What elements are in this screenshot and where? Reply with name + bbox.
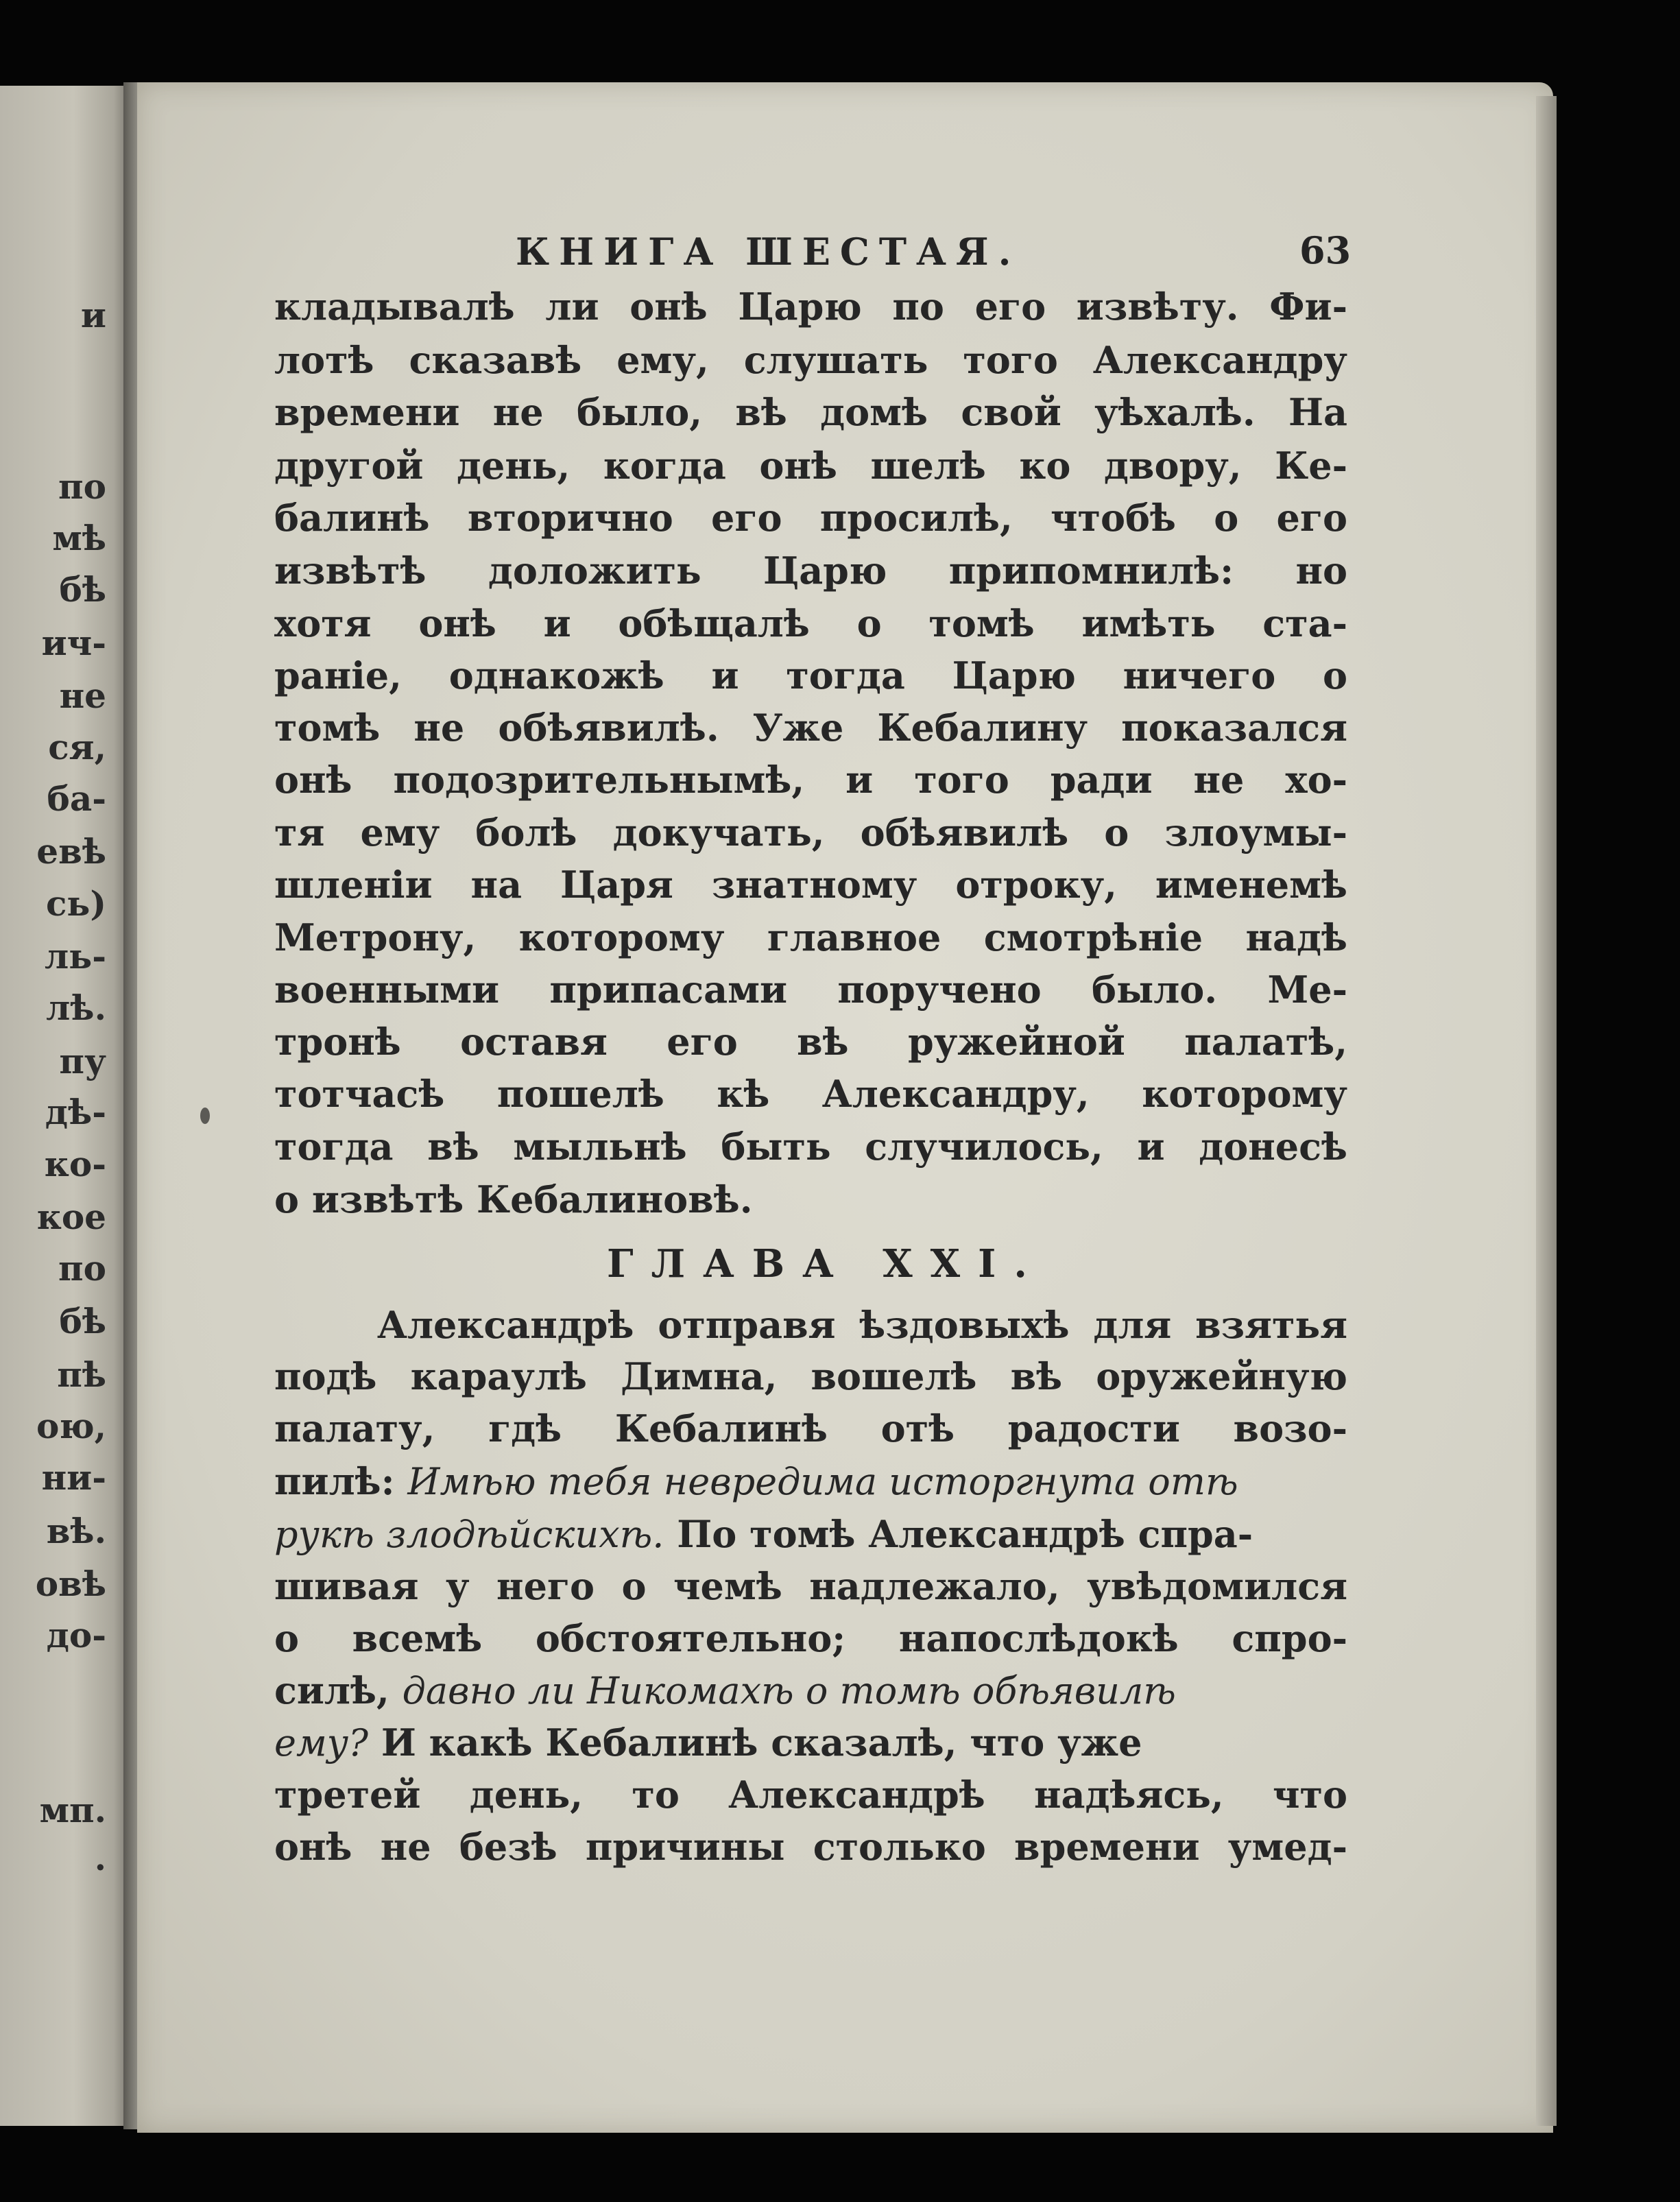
text-line: тотчасѣ пошелѣ кѣ Александру, которому bbox=[274, 1072, 1347, 1116]
left-page-text: овѣ bbox=[35, 1564, 106, 1604]
text-line: томѣ не обѣявилѣ. Уже Кебалину показался bbox=[274, 706, 1347, 750]
text-line: тя ему болѣ докучать, обѣявилѣ о злоумы- bbox=[274, 811, 1347, 854]
italic-question: давно ли Никомахѣ о томѣ обѣявилѣ bbox=[402, 1669, 1176, 1712]
left-page-text: ль- bbox=[45, 936, 106, 977]
text-line: кладывалѣ ли онѣ Царю по его извѣту. Фи- bbox=[274, 285, 1347, 328]
paper-speck bbox=[200, 1108, 210, 1124]
text-line: о извѣтѣ Кебалиновѣ. bbox=[274, 1177, 753, 1221]
text-line: балинѣ вторично его просилѣ, чтобѣ о его bbox=[274, 496, 1347, 540]
text-line bbox=[274, 1459, 1347, 1503]
italic-question: ему? bbox=[274, 1721, 369, 1764]
left-page-text: . bbox=[94, 1838, 106, 1878]
page-edge bbox=[1536, 96, 1557, 2126]
text-run: По томѣ Александрѣ спра- bbox=[677, 1512, 1253, 1556]
text-line bbox=[274, 1512, 1347, 1556]
text-line: времени не было, вѣ домѣ свой уѣхалѣ. На bbox=[274, 390, 1347, 434]
left-page-text: дѣ- bbox=[45, 1092, 106, 1132]
text-line: лотѣ сказавѣ ему, слушать того Александру bbox=[274, 338, 1347, 382]
text-line: другой день, когда онѣ шелѣ ко двору, Ке- bbox=[274, 444, 1347, 488]
left-page-text: ни- bbox=[41, 1457, 106, 1498]
left-page-text: ич- bbox=[41, 623, 106, 663]
text-run: пилѣ: bbox=[274, 1459, 395, 1503]
italic-quote: рукѣ злодѣйскихѣ. bbox=[274, 1513, 664, 1556]
left-page-text: не bbox=[59, 675, 106, 716]
left-page-text: мп. bbox=[39, 1790, 106, 1830]
text-line: палату, гдѣ Кебалинѣ отѣ радости возо- bbox=[274, 1407, 1347, 1450]
left-page-fragment bbox=[0, 86, 134, 2126]
left-page-text: мѣ bbox=[52, 518, 106, 558]
left-page-text: до- bbox=[46, 1615, 106, 1655]
text-line bbox=[274, 1668, 1347, 1712]
left-page-text: лѣ. bbox=[46, 988, 106, 1028]
text-line: тронѣ оставя его вѣ ружейной палатѣ, bbox=[274, 1020, 1347, 1064]
text-line bbox=[274, 1721, 1347, 1764]
left-page-text: пѣ bbox=[57, 1354, 106, 1395]
left-page-text: и bbox=[80, 295, 106, 335]
page-number: 63 bbox=[1299, 228, 1352, 272]
text-line: Александрѣ отправя ѣздовыхѣ для взятья bbox=[377, 1303, 1347, 1347]
left-page-text: ся, bbox=[48, 727, 106, 767]
text-line: подѣ караулѣ Димна, вошелѣ вѣ оружейную bbox=[274, 1354, 1347, 1398]
text-line: шивая у него о чемѣ надлежало, увѣдомился bbox=[274, 1564, 1347, 1608]
text-line: военными припасами поручено было. Ме- bbox=[274, 968, 1347, 1012]
text-line: третей день, то Александрѣ надѣясь, что bbox=[274, 1773, 1347, 1817]
chapter-heading: ГЛАВА XXI. bbox=[607, 1241, 1045, 1287]
left-page-text: сь) bbox=[45, 883, 106, 924]
text-line: извѣтѣ доложить Царю припомнилѣ: но bbox=[274, 549, 1347, 593]
italic-quote: Имѣю тебя невредима исторгнута отѣ bbox=[407, 1460, 1238, 1503]
left-page-text: по bbox=[58, 1248, 106, 1289]
text-run: И какѣ Кебалинѣ сказалѣ, что уже bbox=[381, 1721, 1142, 1764]
left-page-text: бѣ bbox=[59, 569, 106, 610]
text-line: тогда вѣ мыльнѣ быть случилось, и донесѣ bbox=[274, 1125, 1347, 1169]
text-line: Метрону, которому главное смотрѣніе надѣ bbox=[274, 915, 1347, 959]
left-page-text: кое bbox=[36, 1197, 106, 1237]
left-page-text: бѣ bbox=[59, 1301, 106, 1341]
left-page-text: пу bbox=[59, 1041, 106, 1081]
left-page-text: ба- bbox=[47, 778, 106, 819]
running-head: КНИГА ШЕСТАЯ. bbox=[516, 230, 1021, 274]
text-line: хотя онѣ и обѣщалѣ о томѣ имѣть ста- bbox=[274, 601, 1347, 645]
left-page-text: евѣ bbox=[36, 831, 106, 872]
text-line: о всемѣ обстоятельно; напослѣдокѣ спро- bbox=[274, 1616, 1347, 1660]
left-page-text: ко- bbox=[44, 1144, 106, 1184]
text-line: онѣ подозрительнымѣ, и того ради не хо- bbox=[274, 758, 1347, 802]
text-line: раніе, однакожѣ и тогда Царю ничего о bbox=[274, 654, 1347, 697]
left-page-text: по bbox=[58, 466, 106, 507]
left-page-text: вѣ. bbox=[46, 1511, 106, 1551]
text-line: онѣ не безѣ причины столько времени умед- bbox=[274, 1825, 1347, 1869]
text-run: силѣ, bbox=[274, 1668, 389, 1712]
left-page-text: ою, bbox=[36, 1406, 106, 1446]
text-line: шленіи на Царя знатному отроку, именемѣ bbox=[274, 863, 1347, 907]
